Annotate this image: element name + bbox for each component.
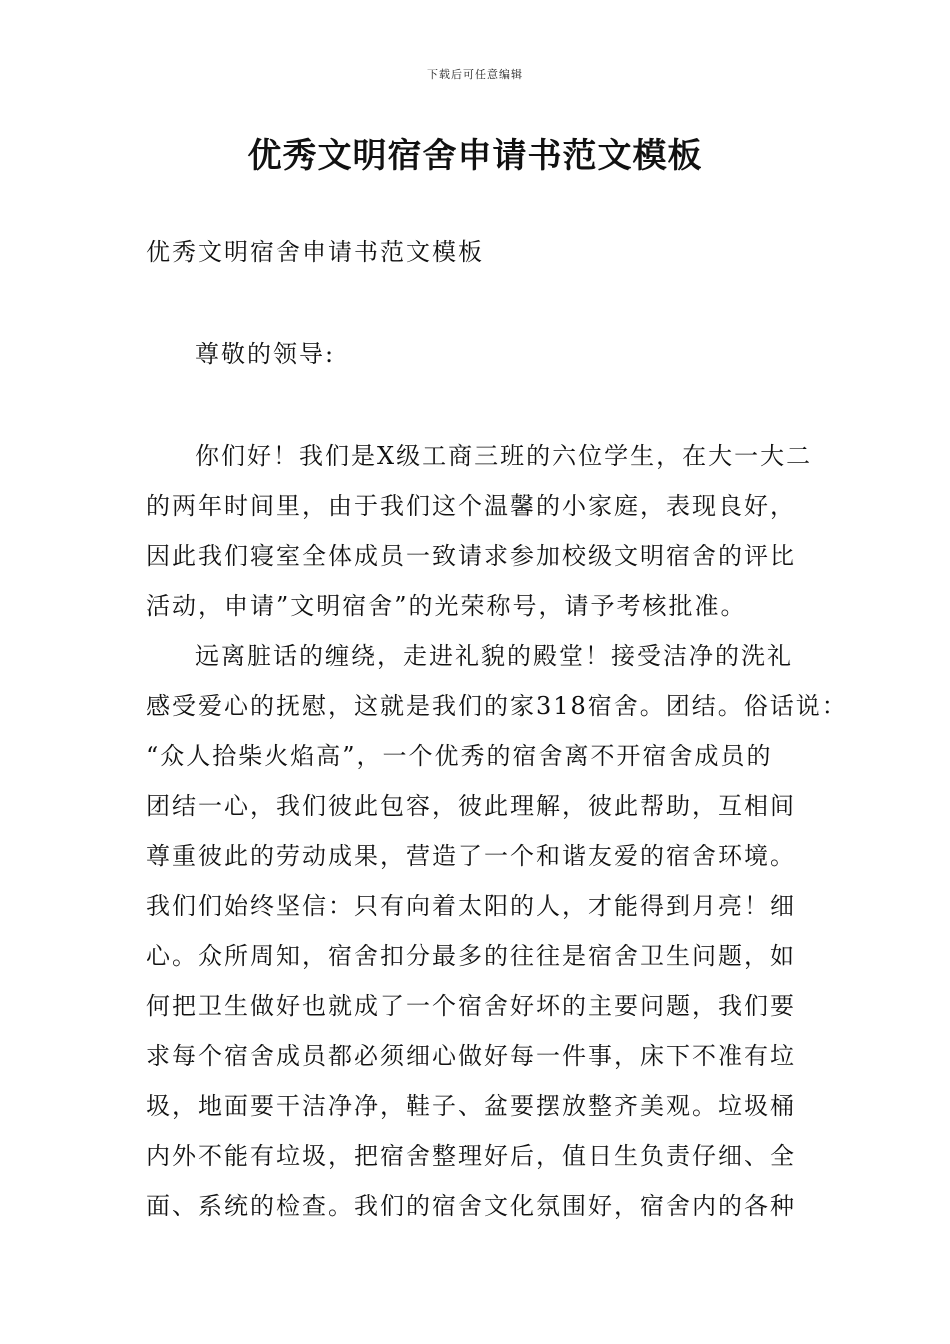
paragraph-line: 因此我们寝室全体成员一致请求参加校级文明宿舍的评比 <box>146 542 796 570</box>
paragraph-line: 何把卫生做好也就成了一个宿舍好坏的主要问题，我们要 <box>146 992 796 1020</box>
paragraph-line: 团结一心，我们彼此包容，彼此理解，彼此帮助，互相间 <box>146 792 796 820</box>
paragraph-line: 心。众所周知，宿舍扣分最多的往往是宿舍卫生问题，如 <box>146 942 796 970</box>
document-subtitle: 优秀文明宿舍申请书范文模板 <box>146 238 484 266</box>
paragraph-line: 我们们始终坚信：只有向着太阳的人，才能得到月亮！细 <box>146 892 796 920</box>
paragraph-line: 尊重彼此的劳动成果，营造了一个和谐友爱的宿舍环境。 <box>146 842 796 870</box>
paragraph-line: “众人拾柴火焰高”，一个优秀的宿舍离不开宿舍成员的 <box>146 742 773 770</box>
paragraph-line: 感受爱心的抚慰，这就是我们的家318宿舍。团结。俗话说： <box>146 692 848 720</box>
paragraph-line: 面、系统的检查。我们的宿舍文化氛围好，宿舍内的各种 <box>146 1192 796 1220</box>
paragraph-line: 活动，申请”文明宿舍”的光荣称号，请予考核批准。 <box>146 592 747 620</box>
paragraph-line: 内外不能有垃圾，把宿舍整理好后，值日生负责仔细、全 <box>146 1142 796 1170</box>
document-title: 优秀文明宿舍申请书范文模板 <box>247 136 703 176</box>
salutation: 尊敬的领导: <box>195 340 336 368</box>
paragraph-line: 你们好！我们是X级工商三班的六位学生，在大一大二 <box>195 442 813 470</box>
paragraph-line: 求每个宿舍成员都必须细心做好每一件事，床下不准有垃 <box>146 1042 796 1070</box>
body-text <box>146 431 848 1231</box>
paragraph-line: 远离脏话的缠绕，走进礼貌的殿堂！接受洁净的洗礼 <box>195 642 793 670</box>
header-note: 下载后可任意编辑 <box>427 68 523 81</box>
paragraph-line: 的两年时间里，由于我们这个温馨的小家庭，表现良好， <box>146 492 796 520</box>
paragraph-line: 圾，地面要干洁净净，鞋子、盆要摆放整齐美观。垃圾桶 <box>146 1092 796 1120</box>
